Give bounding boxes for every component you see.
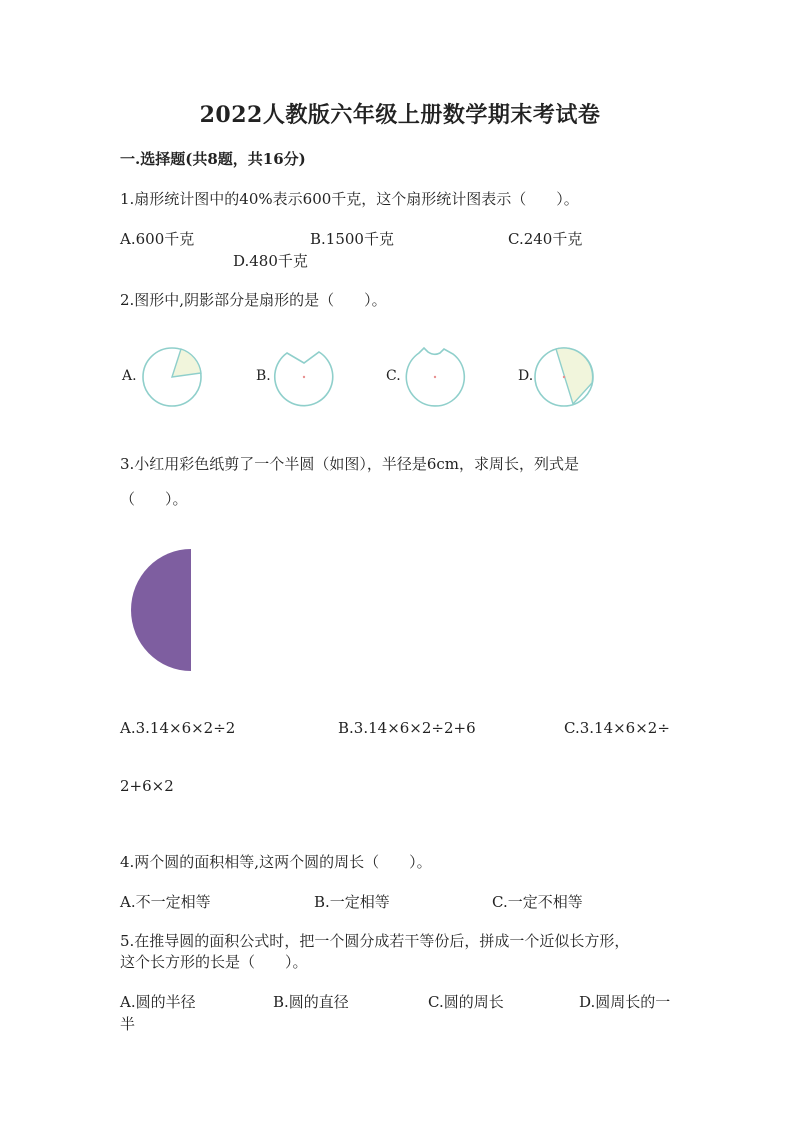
question-5-text-line1: 5.在推导圆的面积公式时，把一个圆分成若干等份后，拼成一个近似长方形，	[120, 932, 630, 950]
q2-figure-b[interactable]	[273, 346, 335, 408]
q1-option-c[interactable]: C.240千克	[508, 230, 583, 248]
page-title: 2022人教版六年级上册数学期末考试卷	[199, 102, 601, 128]
semicircle-figure	[130, 548, 192, 672]
q4-option-c[interactable]: C.一定不相等	[492, 893, 583, 911]
question-3-text-line2: （ ）。	[120, 490, 188, 508]
question-3-text-line1: 3.小红用彩色纸剪了一个半圆（如图），半径是6cm，求周长，列式是	[120, 455, 579, 473]
question-5-text-line2: 这个长方形的长是（ ）。	[120, 953, 308, 971]
q5-option-b[interactable]: B.圆的直径	[273, 993, 349, 1011]
q2-option-d-label[interactable]: D.	[518, 368, 534, 384]
question-4-text: 4.两个圆的面积相等,这两个圆的周长（ ）。	[120, 853, 432, 871]
q4-option-b[interactable]: B.一定相等	[314, 893, 390, 911]
q1-option-a[interactable]: A.600千克	[120, 230, 195, 248]
q2-option-b-label[interactable]: B.	[256, 368, 271, 384]
q5-option-d-continued: 半	[120, 1015, 136, 1033]
q4-option-a[interactable]: A.不一定相等	[120, 893, 211, 911]
q2-option-a-label[interactable]: A.	[122, 368, 137, 384]
q5-option-c[interactable]: C.圆的周长	[428, 993, 504, 1011]
q5-option-a[interactable]: A.圆的半径	[120, 993, 196, 1011]
q1-option-b[interactable]: B.1500千克	[310, 230, 394, 248]
q2-figure-d[interactable]	[533, 346, 595, 408]
q2-figure-a[interactable]	[141, 346, 203, 408]
q3-option-c[interactable]: C.3.14×6×2÷	[564, 719, 670, 737]
q2-figure-c[interactable]	[404, 346, 466, 408]
section-heading: 一.选择题(共8题，共16分)	[120, 150, 306, 168]
q1-option-d[interactable]: D.480千克	[233, 252, 308, 270]
question-1-text: 1.扇形统计图中的40%表示600千克，这个扇形统计图表示（ ）。	[120, 190, 579, 208]
q2-option-c-label[interactable]: C.	[386, 368, 401, 384]
q5-option-d[interactable]: D.圆周长的一	[579, 993, 671, 1011]
q3-option-a[interactable]: A.3.14×6×2÷2	[120, 719, 236, 737]
q3-option-c-continued: 2+6×2	[120, 777, 174, 795]
question-2-text: 2.图形中,阴影部分是扇形的是（ ）。	[120, 291, 387, 309]
q3-option-b[interactable]: B.3.14×6×2÷2+6	[338, 719, 476, 737]
